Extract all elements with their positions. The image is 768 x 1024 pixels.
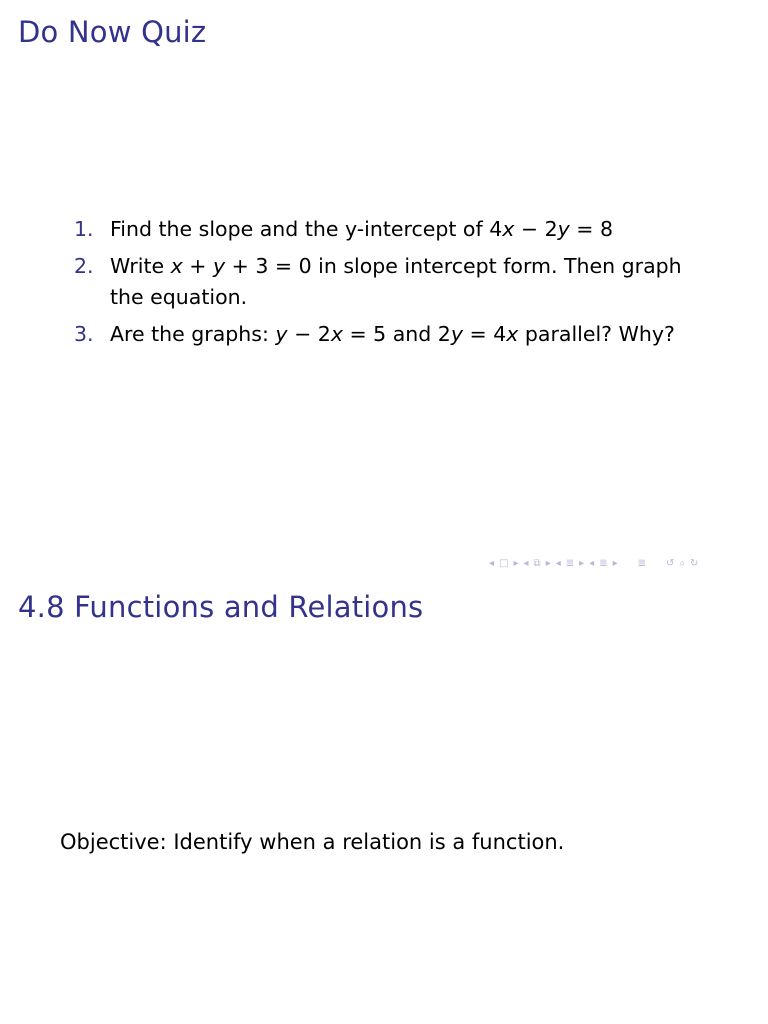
quiz-question-list (74, 214, 714, 356)
nav-next-section-icon[interactable]: ▸ (579, 558, 585, 569)
item-number: 3. (74, 322, 94, 346)
math-variable: x (506, 322, 519, 346)
part-icon[interactable]: ≣ (599, 558, 608, 569)
math-variable: x (170, 254, 183, 278)
nav-prev-frame-icon[interactable]: ◂ (489, 558, 495, 569)
item-number: 2. (74, 254, 94, 278)
list-item (74, 251, 714, 313)
text-run: Are the graphs: (110, 322, 276, 346)
list-item (74, 319, 714, 350)
beamer-navigation-bar (488, 556, 699, 572)
frame-icon[interactable]: □ (499, 558, 509, 569)
forward-icon[interactable]: ↻ (690, 558, 699, 569)
math-variable: x (330, 322, 343, 346)
math-variable: y (450, 322, 463, 346)
objective-text: Objective: Identify when a relation is a function. (60, 830, 565, 854)
section-icon[interactable]: ≣ (565, 558, 575, 569)
slide-functions-and-relations (0, 576, 768, 1024)
document-icon[interactable]: ≣ (637, 558, 647, 569)
math-variable: y (557, 217, 570, 241)
slide-title: 4.8 Functions and Relations (18, 590, 424, 624)
text-run: − 2 (514, 217, 558, 241)
text-run: Write (110, 254, 171, 278)
text-run: = 8 (569, 217, 614, 241)
text-run: Find the slope and the y-intercept of 4 (110, 217, 503, 241)
item-number: 1. (74, 217, 94, 241)
back-icon[interactable]: ↺ (666, 558, 675, 569)
question-text (110, 319, 714, 350)
text-run: = 5 and 2 (342, 322, 451, 346)
text-run: parallel? Why? (518, 322, 675, 346)
nav-next-part-icon[interactable]: ▸ (612, 558, 618, 569)
slide-title: Do Now Quiz (18, 15, 207, 49)
math-variable: y (213, 254, 226, 278)
text-run: + (182, 254, 213, 278)
nav-prev-part-icon[interactable]: ◂ (589, 558, 595, 569)
nav-prev-section-icon[interactable]: ◂ (555, 558, 561, 569)
search-icon[interactable]: ⌕ (679, 558, 686, 569)
list-item (74, 214, 714, 245)
subsection-icon[interactable]: ⧉ (533, 558, 541, 569)
nav-next-frame-icon[interactable]: ▸ (513, 558, 519, 569)
math-variable: y (275, 322, 288, 346)
text-run: + 3 = 0 in slope intercept form. Then graph the equation. (110, 254, 682, 309)
nav-prev-subsection-icon[interactable]: ◂ (523, 558, 529, 569)
question-text (110, 214, 714, 245)
nav-next-subsection-icon[interactable]: ▸ (545, 558, 551, 569)
question-text (110, 251, 714, 313)
text-run: − 2 (287, 322, 331, 346)
text-run: = 4 (463, 322, 507, 346)
math-variable: x (502, 217, 515, 241)
